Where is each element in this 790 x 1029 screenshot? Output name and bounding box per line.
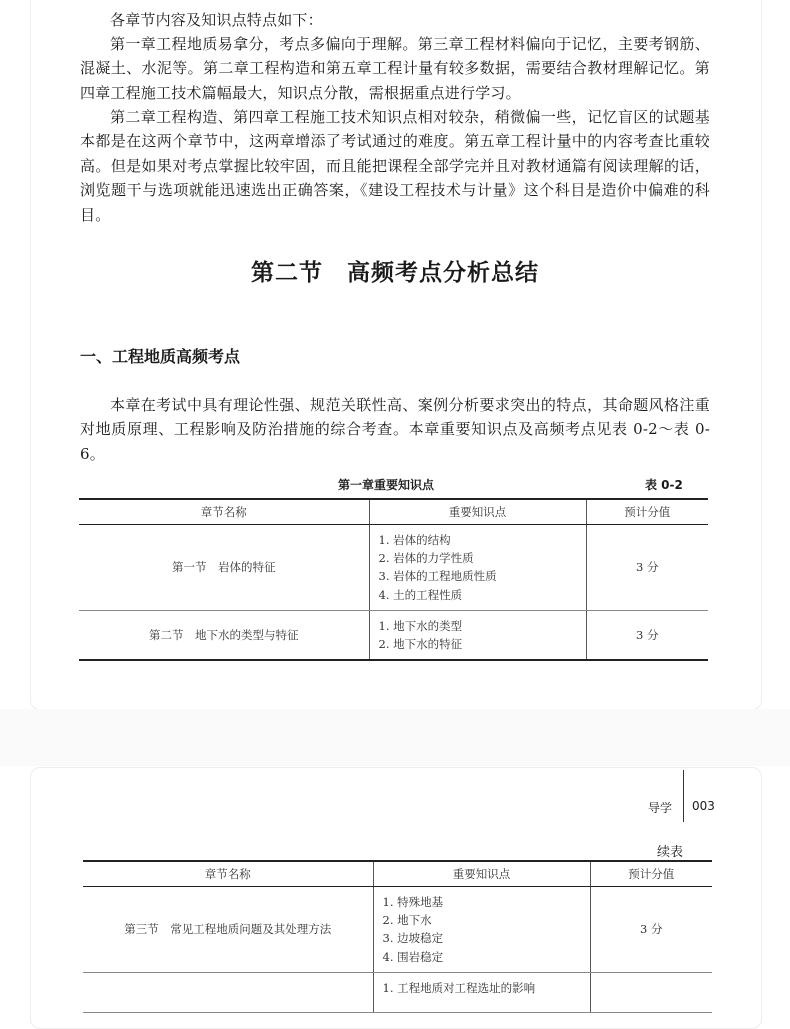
table-row <box>83 972 712 1012</box>
section-paragraph: 本章在考试中具有理论性强、规范关联性高、案例分析要求突出的特点，其命题风格注重对地质原理、工程影响及防治措施的综合考查。本章重要知识点及高频考点见表 0-2～表 0-6。 <box>80 396 710 463</box>
table-row <box>83 887 712 973</box>
knowledge-point: 2. 地下水的特征 <box>378 637 463 652</box>
knowledge-point: 1. 特殊地基 <box>382 895 444 909</box>
page-number: 003 <box>692 799 715 813</box>
page-header-label: 导学 <box>648 801 673 815</box>
chapter-name: 第二节 地下水的类型与特征 <box>79 610 369 660</box>
header-score: 预计分值 <box>590 861 712 887</box>
knowledge-point: 1. 地下水的类型 <box>378 618 463 633</box>
section-title: 第二节 高频考点分析总结 <box>251 259 539 286</box>
header-points: 重要知识点 <box>373 861 590 887</box>
score-value: 3 分 <box>586 610 708 660</box>
knowledge-point: 3. 边坡稳定 <box>382 931 444 946</box>
table-caption: 第一章重要知识点 <box>338 478 435 492</box>
header-points: 重要知识点 <box>369 499 586 525</box>
table-header-row <box>83 861 712 887</box>
knowledge-point: 1. 工程地质对工程选址的影响 <box>382 980 536 995</box>
knowledge-point: 1. 岩体的结构 <box>378 533 451 547</box>
intro-paragraph-1: 各章节内容及知识点特点如下： <box>110 11 323 29</box>
knowledge-point: 2. 岩体的力学性质 <box>378 551 474 566</box>
header-chapter: 章节名称 <box>79 499 369 525</box>
subsection-title: 一、工程地质高频考点 <box>80 347 241 366</box>
knowledge-points <box>373 972 590 1012</box>
table-number: 表 0-2 <box>645 478 683 492</box>
chapter-name: 第三节 常见工程地质问题及其处理方法 <box>83 887 373 973</box>
knowledge-point: 4. 围岩稳定 <box>382 949 444 964</box>
page-gap <box>0 709 790 766</box>
knowledge-point: 2. 地下水 <box>382 913 432 928</box>
knowledge-points <box>369 610 586 660</box>
intro-paragraph-2: 第一章工程地质易拿分，考点多偏向于理解。第三章工程材料偏向于记忆，主要考钢筋、混凝土、水泥等。第二章工程构造和第五章工程计量有较多数据，需要结合教材理解记忆。第四章工程施工技术篇幅最大，知识点分散，需根据重点进行学习。 <box>80 35 710 102</box>
knowledge-point: 3. 岩体的工程地质性质 <box>378 569 497 584</box>
header-chapter: 章节名称 <box>83 861 373 887</box>
knowledge-point: 4. 土的工程性质 <box>378 587 463 602</box>
knowledge-points <box>369 525 586 611</box>
table-row <box>79 610 708 660</box>
score-value <box>590 972 712 1012</box>
chapter-name <box>83 972 373 1012</box>
page-header-divider <box>683 770 684 822</box>
knowledge-table <box>79 498 708 661</box>
intro-paragraph-3: 第二章工程构造、第四章工程施工技术知识点相对较杂，稍微偏一些，记忆盲区的试题基本都是在这两个章节中，这两章增添了考试通过的难度。第五章工程计量中的内容考查比重较高。但是如果对考点掌握比较牢固，而且能把课程全部学完并且对教材通篇有阅读理解的话，浏览题干与选项就能迅速选出正确答案，《建设工程技术与计量》这个科目是造价中偏难的科目。 <box>80 108 710 224</box>
knowledge-points <box>373 887 590 973</box>
header-score: 预计分值 <box>586 499 708 525</box>
score-value: 3 分 <box>586 525 708 611</box>
score-value: 3 分 <box>590 887 712 973</box>
chapter-name: 第一节 岩体的特征 <box>79 525 369 611</box>
continued-label: 续表 <box>657 845 684 860</box>
table-row <box>79 525 708 611</box>
table-header-row <box>79 499 708 525</box>
knowledge-table-continued <box>83 860 712 1013</box>
